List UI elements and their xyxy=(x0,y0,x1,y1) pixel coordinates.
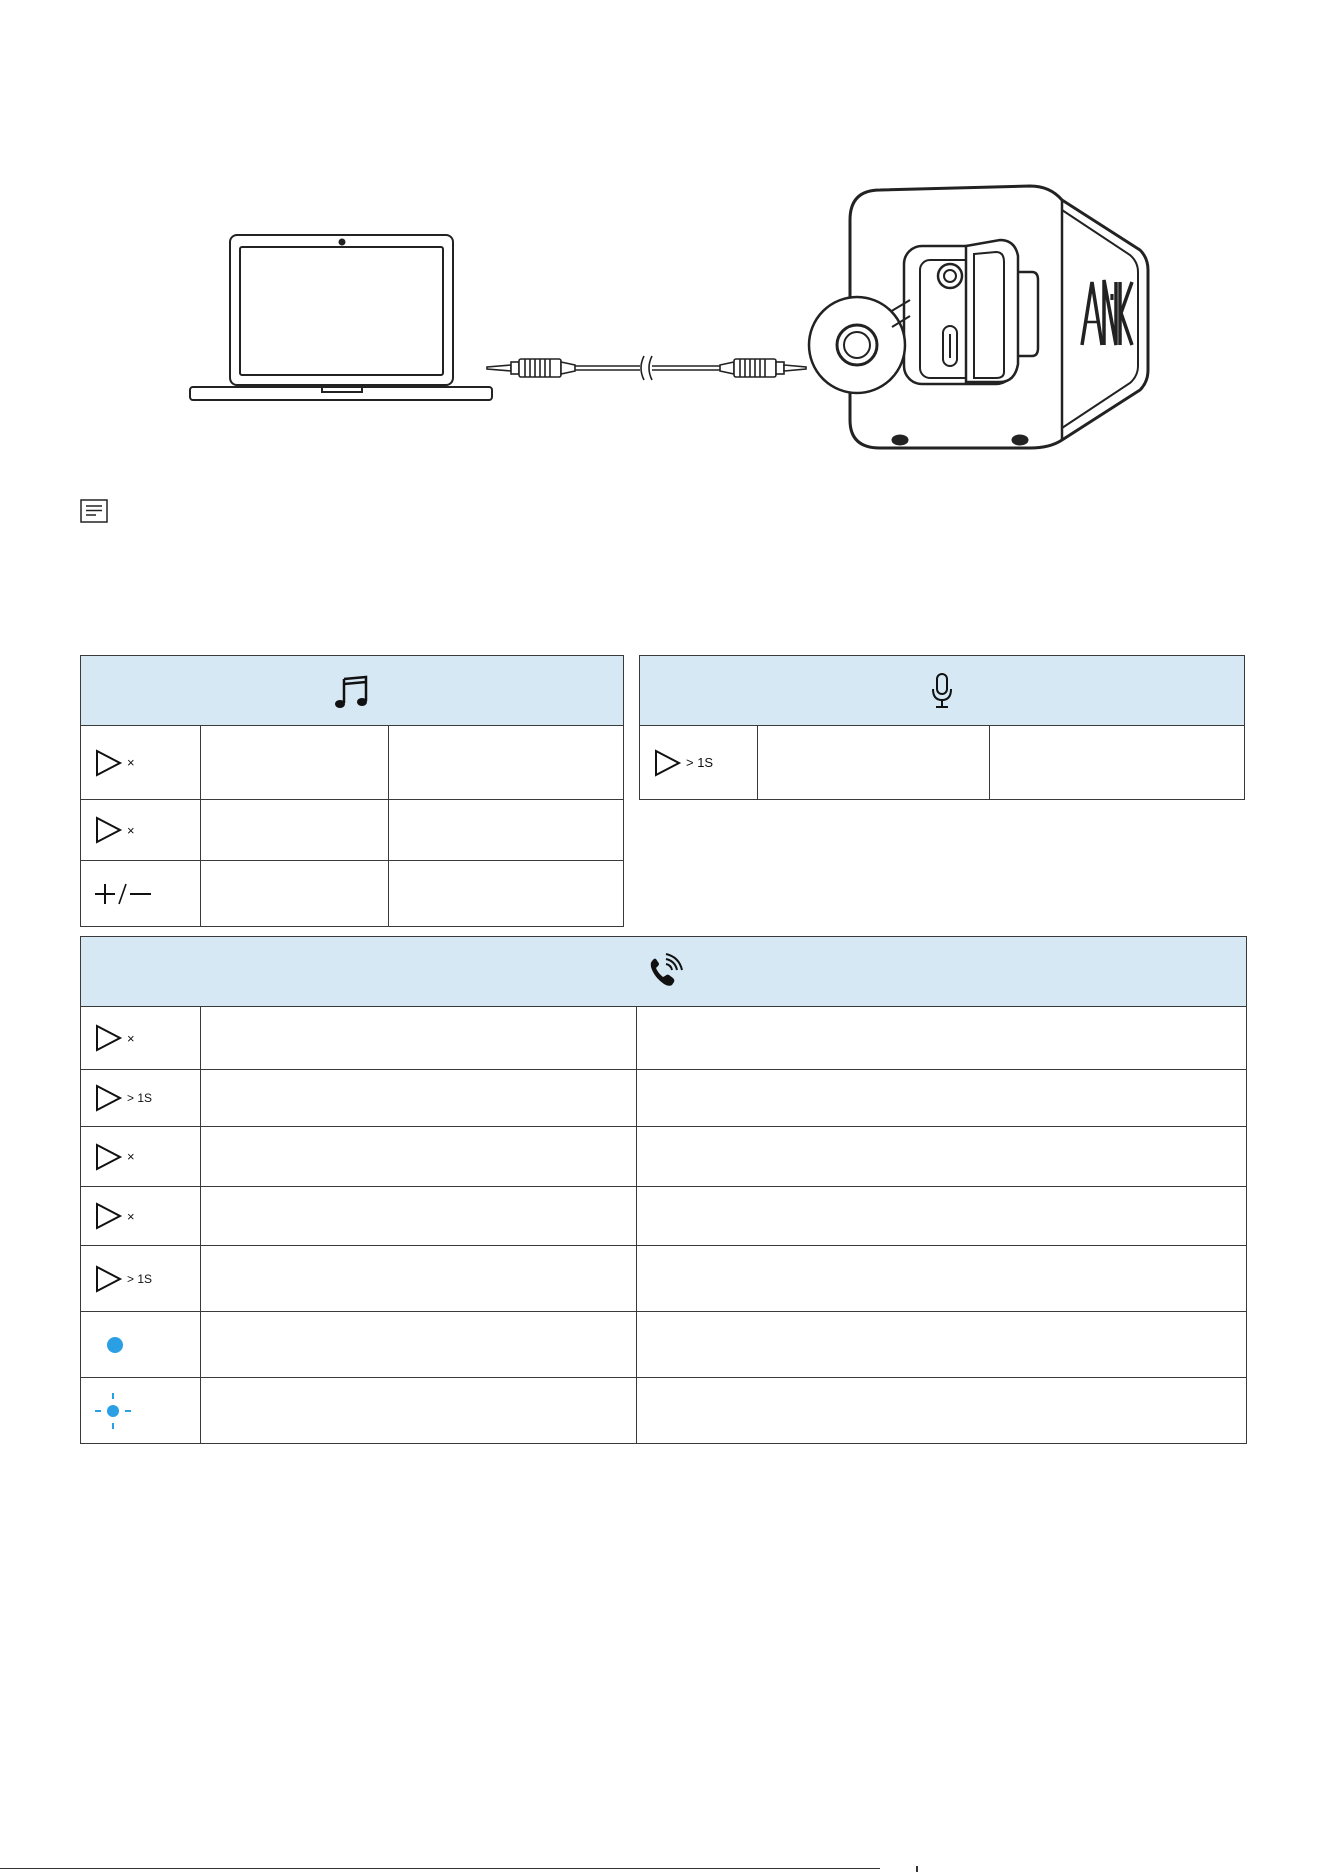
volume-plus-minus-icon xyxy=(93,879,153,909)
hold-duration-label: > 1S xyxy=(127,1091,153,1105)
play-button-cell xyxy=(640,726,758,800)
call-row2-col3 xyxy=(637,1070,1247,1127)
play-button-icon xyxy=(93,1142,123,1172)
play-button-cell xyxy=(81,726,201,800)
call-row1-col3 xyxy=(637,1007,1247,1070)
call-row4-col2 xyxy=(201,1187,637,1246)
play-button-icon xyxy=(93,1083,123,1113)
call-row7-col2 xyxy=(201,1378,637,1444)
voice-row1-col3 xyxy=(990,726,1245,800)
call-row4-col3 xyxy=(637,1187,1247,1246)
play-button-icon xyxy=(93,1201,123,1231)
table-row xyxy=(81,800,624,861)
music-row1-col3 xyxy=(389,726,624,800)
footer-tick xyxy=(916,1866,918,1872)
led-solid-blue-icon xyxy=(93,1330,133,1360)
play-button-cell xyxy=(81,1187,201,1246)
laptop-illustration xyxy=(190,235,492,400)
hold-duration-label: > 1S xyxy=(127,1271,153,1286)
play-button-cell xyxy=(81,1007,201,1070)
call-row2-col2 xyxy=(201,1070,637,1127)
press-count-label: × xyxy=(127,755,135,770)
play-button-cell xyxy=(81,1246,201,1312)
table-row xyxy=(81,1127,1247,1187)
call-row1-col2 xyxy=(201,1007,637,1070)
music-row3-col3 xyxy=(389,861,624,927)
table-row xyxy=(81,861,624,927)
call-row3-col2 xyxy=(201,1127,637,1187)
call-control-table xyxy=(80,936,1247,1444)
press-count-label: × xyxy=(127,822,135,838)
voice-row1-col2 xyxy=(758,726,990,800)
table-row xyxy=(81,1246,1247,1312)
table-row xyxy=(81,1312,1247,1378)
table-row xyxy=(81,1378,1247,1444)
table-row xyxy=(81,1070,1247,1127)
play-button-cell xyxy=(81,800,201,861)
volume-buttons-cell xyxy=(81,861,201,927)
aux-cable-illustration xyxy=(487,356,806,380)
voice-table-header xyxy=(640,656,1245,726)
play-button-icon xyxy=(93,1023,123,1053)
call-row5-col3 xyxy=(637,1246,1247,1312)
music-row3-col2 xyxy=(201,861,389,927)
led-flashing-blue-icon xyxy=(93,1389,133,1433)
aux-connection-illustration xyxy=(0,0,1324,470)
play-button-icon xyxy=(652,748,682,778)
play-button-icon xyxy=(93,748,123,778)
table-row xyxy=(81,1187,1247,1246)
call-row3-col3 xyxy=(637,1127,1247,1187)
call-table-header xyxy=(81,937,1247,1007)
table-row xyxy=(81,726,624,800)
play-button-cell xyxy=(81,1070,201,1127)
hold-duration-label: > 1S xyxy=(686,755,714,770)
press-count-label: × xyxy=(127,1208,135,1224)
call-row7-col3 xyxy=(637,1378,1247,1444)
press-count-label: × xyxy=(127,1030,135,1046)
music-note-icon xyxy=(332,671,372,711)
table-row xyxy=(81,1007,1247,1070)
call-row5-col2 xyxy=(201,1246,637,1312)
led-flashing-cell xyxy=(81,1378,201,1444)
press-count-label: × xyxy=(127,1149,135,1164)
music-row2-col3 xyxy=(389,800,624,861)
play-button-icon xyxy=(93,1264,123,1294)
footer-rule xyxy=(0,1868,880,1869)
table-row xyxy=(640,726,1245,800)
call-row6-col3 xyxy=(637,1312,1247,1378)
phone-ringing-icon xyxy=(644,952,684,992)
microphone-icon xyxy=(927,671,957,711)
speaker-illustration xyxy=(809,186,1148,448)
note-icon xyxy=(80,499,108,523)
music-table-header xyxy=(81,656,624,726)
led-solid-cell xyxy=(81,1312,201,1378)
music-row2-col2 xyxy=(201,800,389,861)
play-button-icon xyxy=(93,815,123,845)
call-row6-col2 xyxy=(201,1312,637,1378)
music-control-table xyxy=(80,655,624,927)
play-button-cell xyxy=(81,1127,201,1187)
voice-assistant-table xyxy=(639,655,1245,800)
music-row1-col2 xyxy=(201,726,389,800)
